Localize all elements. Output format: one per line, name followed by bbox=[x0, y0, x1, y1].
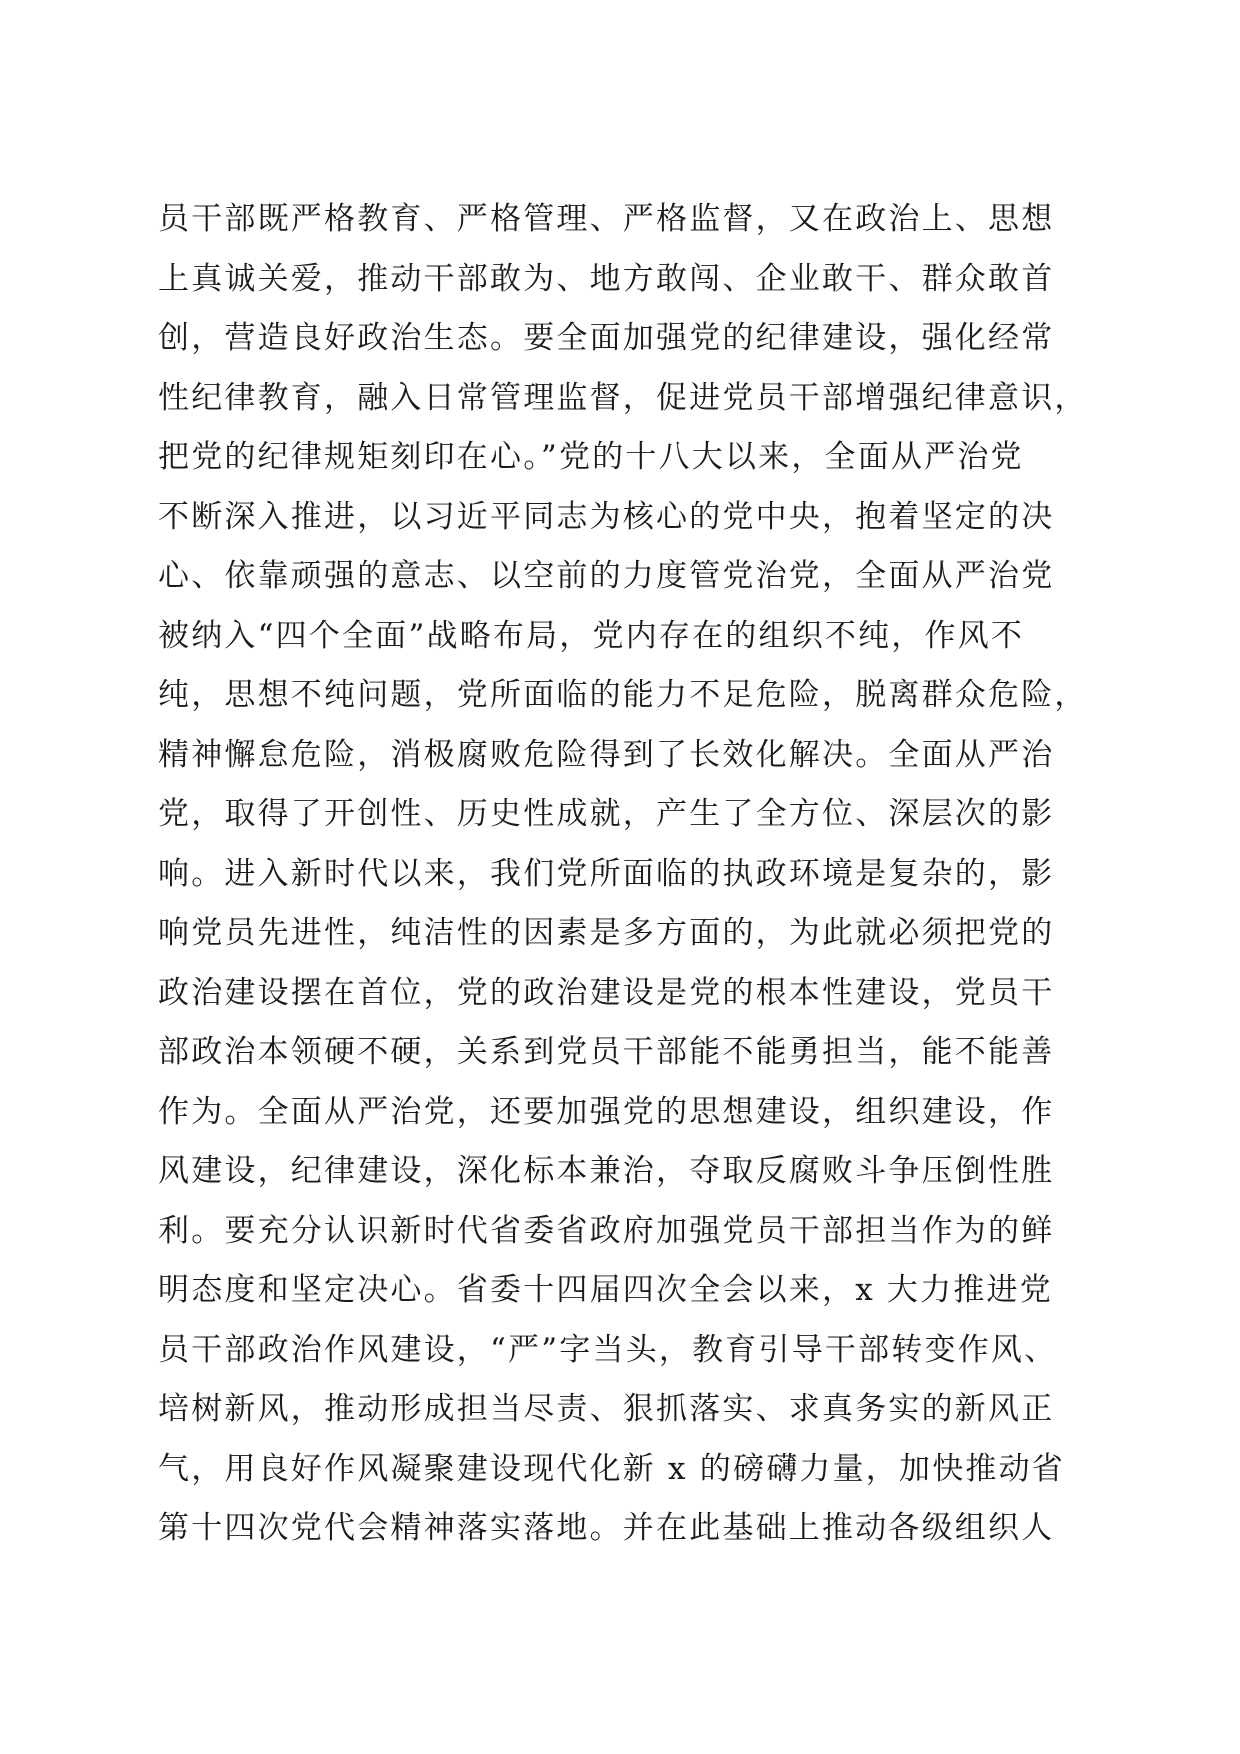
text-line: 第十四次党代会精神落实落地。并在此基础上推动各级组织人 bbox=[158, 1510, 1055, 1546]
text-line: 气，用良好作风凝聚建设现代化新 x 的磅礴力量，加快推动省 bbox=[158, 1450, 1065, 1487]
text-line: 作为。全面从严治党，还要加强党的思想建设，组织建设，作 bbox=[158, 1093, 1055, 1130]
text-line: 响。进入新时代以来，我们党所面临的执政环境是复杂的，影 bbox=[158, 855, 1055, 892]
text-line: 性纪律教育，融入日常管理监督，促进党员干部增强纪律意识， bbox=[158, 379, 1088, 416]
text-line: 上真诚关爱，推动干部敢为、地方敢闯、企业敢干、群众敢首 bbox=[158, 260, 1055, 297]
text-line: 把党的纪律规矩刻印在心。”党的十八大以来，全面从严治党 bbox=[158, 439, 1024, 475]
text-line: 精神懈怠危险，消极腐败危险得到了长效化解决。全面从严治 bbox=[158, 736, 1055, 773]
text-line: 不断深入推进，以习近平同志为核心的党中央，抱着坚定的决 bbox=[158, 498, 1055, 535]
text-line: 政治建设摆在首位，党的政治建设是党的根本性建设，党员干 bbox=[158, 974, 1055, 1011]
text-line: 培树新风，推动形成担当尽责、狠抓落实、求真务实的新风正 bbox=[158, 1391, 1055, 1427]
text-line: 部政治本领硬不硬，关系到党员干部能不能勇担当，能不能善 bbox=[158, 1034, 1055, 1070]
text-line: 明态度和坚定决心。省委十四届四次全会以来，x 大力推进党 bbox=[158, 1272, 1053, 1308]
text-line: 纯，思想不纯问题，党所面临的能力不足危险，脱离群众危险， bbox=[158, 677, 1088, 713]
text-line: 员干部政治作风建设，“严”字当头，教育引导干部转变作风、 bbox=[158, 1331, 1058, 1368]
text-line: 员干部既严格教育、严格管理、严格监督，又在政治上、思想 bbox=[158, 201, 1055, 237]
text-line: 心、依靠顽强的意志、以空前的力度管党治党，全面从严治党 bbox=[158, 558, 1055, 594]
text-line: 被纳入“四个全面”战略布局，党内存在的组织不纯，作风不 bbox=[158, 617, 1025, 654]
text-line: 响党员先进性，纯洁性的因素是多方面的，为此就必须把党的 bbox=[158, 915, 1055, 951]
text-line: 风建设，纪律建设，深化标本兼治，夺取反腐败斗争压倒性胜 bbox=[158, 1153, 1055, 1189]
text-line: 利。要充分认识新时代省委省政府加强党员干部担当作为的鲜 bbox=[158, 1212, 1055, 1249]
text-line: 创，营造良好政治生态。要全面加强党的纪律建设，强化经常 bbox=[158, 320, 1055, 356]
body-text bbox=[158, 190, 1098, 1559]
text-line: 党，取得了开创性、历史性成就，产生了全方位、深层次的影 bbox=[158, 796, 1055, 832]
